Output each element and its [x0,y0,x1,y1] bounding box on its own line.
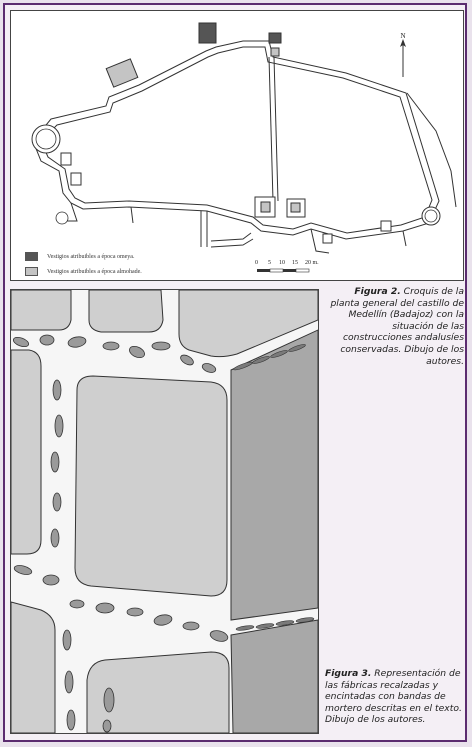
north-arrow-icon [400,39,406,77]
figure-2-caption-label: Figura 2. [354,286,401,297]
scale-tick: 20 m. [305,260,319,266]
figure-2-plan [10,10,464,281]
legend-item-omeya [25,251,142,262]
figure-3-caption-label: Figura 3. [325,668,372,679]
scale-tick: 0 [255,260,258,266]
scale-tick: 5 [268,260,271,266]
legend-label: Vestigios atribuibles a época almohade. [47,268,142,275]
scale-tick: 15 [292,260,298,266]
legend-item-almohade [25,266,142,277]
legend-swatch-light [25,267,38,276]
figure-3-caption-text: Representación de las fábricas recalzadas y encintadas con bandas de mortero descritas en el texto. Dibujo de los autores. [325,668,462,726]
masonry-drawing [11,290,318,733]
scale-bar [257,269,309,272]
figure-2-caption [324,286,464,367]
castle-plan-drawing [11,11,463,280]
figure-3-masonry [10,289,319,734]
figure-3-caption [325,668,465,726]
legend-label: Vestigios atribuibles a época omeya. [47,253,135,260]
plan-legend [25,251,142,281]
figure-2-caption-text: Croquis de la planta general del castillo de Medellín (Badajoz) con la situación de las construcciones andalusíes conservadas. Dibujo de los autores. [330,286,464,367]
scale-tick: 10 [279,260,285,266]
legend-swatch-dark [25,252,38,261]
north-label: N [400,32,406,40]
